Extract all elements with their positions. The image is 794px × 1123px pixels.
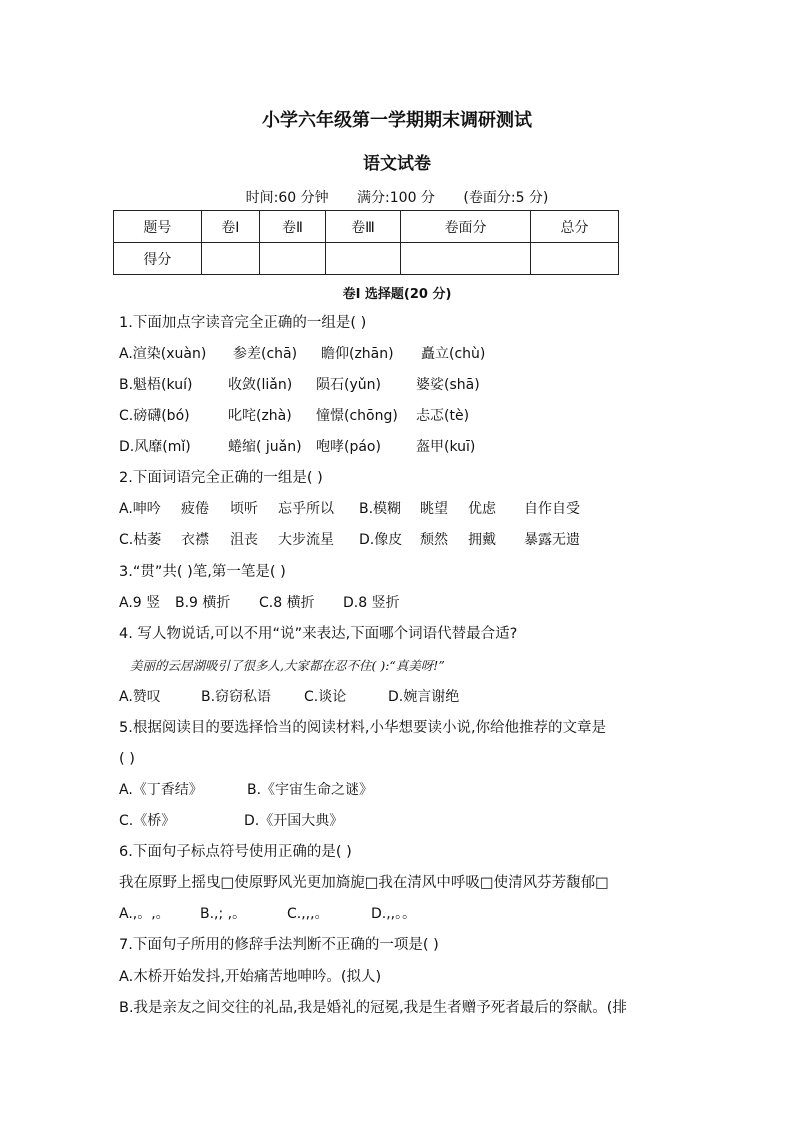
question-5-stem-continued: ( ) [119, 751, 135, 767]
score-table-cell: 卷Ⅰ [201, 211, 259, 243]
option-text: 沮丧 [230, 532, 258, 548]
section-heading: 卷Ⅰ 选择题(20 分) [342, 287, 452, 302]
question-6-stem: 6.下面句子标点符号使用正确的是( ) [119, 844, 352, 860]
option-text: A.,。,。 [119, 906, 170, 922]
option-text: C.谈论 [304, 689, 347, 705]
score-blank-cell[interactable] [531, 243, 619, 275]
question-7-option-a: A.木桥开始发抖,开始痛苦地呻吟。(拟人) [119, 969, 382, 985]
option-text: C.枯萎 [119, 532, 162, 548]
question-5-row-2 [119, 811, 343, 831]
option-text: 眺望 [420, 501, 448, 517]
option-text: C.《桥》 [119, 813, 176, 829]
question-4-stem: 4. 写人物说话,可以不用“说”来表达,下面哪个词语代替最合适? [119, 626, 518, 642]
option-text: B.《宇宙生命之谜》 [247, 782, 374, 798]
page-title: 小学六年级第一学期期末调研测试 [262, 110, 532, 131]
question-2-stem: 2.下面词语完全正确的一组是( ) [119, 470, 323, 486]
option-text: 陨石(yǔn) [316, 377, 381, 393]
option-text: B.,; ,。 [200, 906, 247, 922]
question-1-option-b [119, 375, 480, 395]
question-5-stem: 5.根据阅读目的要选择恰当的阅读材料,小华想要读小说,你给他推荐的文章是 [119, 720, 607, 736]
option-text: 衣襟 [181, 532, 209, 548]
option-text: 蜷缩( juǎn) [228, 439, 302, 455]
option-text: 忐忑(tè) [416, 408, 470, 424]
exam-full-score: 满分:100 分 [357, 190, 435, 206]
score-table-cell: 卷Ⅱ [259, 211, 325, 243]
score-blank-cell[interactable] [201, 243, 259, 275]
option-text: D.像皮 [359, 532, 403, 548]
score-table-cell: 总分 [531, 211, 619, 243]
option-text: 颓然 [420, 532, 448, 548]
score-blank-cell[interactable] [326, 243, 401, 275]
question-1-stem: 1.下面加点字读音完全正确的一组是( ) [119, 315, 367, 331]
question-4-options [119, 687, 459, 707]
option-text: 大步流星 [278, 532, 334, 548]
option-text: 参差(chā) [233, 346, 298, 362]
option-text: B.窃窃私语 [201, 689, 272, 705]
option-text: A.赞叹 [119, 689, 161, 705]
score-table-cell: 得分 [114, 243, 202, 275]
score-table-cell: 题号 [114, 211, 202, 243]
option-text: 忘乎所以 [278, 501, 334, 517]
exam-neatness-score: (卷面分:5 分) [463, 190, 549, 206]
option-text: 矗立(chù) [421, 346, 486, 362]
question-2-row-1 [119, 499, 580, 519]
option-text: A.《丁香结》 [119, 782, 203, 798]
option-text: D.风靡(mǐ) [119, 439, 191, 455]
option-text: C.磅礴(bó) [119, 408, 190, 424]
question-1-option-c [119, 406, 469, 426]
option-text: A.9 竖 [119, 595, 161, 611]
option-text: 咆哮(páo) [316, 439, 381, 455]
exam-meta [0, 187, 794, 207]
option-text: 优虑 [468, 501, 496, 517]
question-4-sentence: 美丽的云居湖吸引了很多人,大家都在忍不住( ):“真美呀!” [130, 658, 445, 673]
page-subtitle: 语文试卷 [363, 154, 431, 174]
question-6-sentence: 我在原野上摇曳□使原野风光更加旖旎□我在清风中呼吸□使清风芬芳馥郁□ [119, 875, 609, 891]
option-text: 盔甲(kuī) [416, 439, 476, 455]
question-7-stem: 7.下面句子所用的修辞手法判断不正确的一项是( ) [119, 937, 439, 953]
score-table [113, 210, 619, 275]
question-6-options [119, 904, 416, 924]
score-table-cell: 卷Ⅲ [326, 211, 401, 243]
option-text: B.模糊 [359, 501, 402, 517]
option-text: C.8 横折 [259, 595, 315, 611]
question-3-stem: 3.“贯”共( )笔,第一笔是( ) [119, 564, 286, 580]
option-text: B.魁梧(kuí) [119, 377, 193, 393]
option-text: 自作自受 [524, 501, 580, 517]
option-text: 收敛(liǎn) [228, 377, 293, 393]
question-2-row-2 [119, 530, 580, 550]
option-text: D.8 竖折 [343, 595, 400, 611]
option-text: A.渲染(xuàn) [119, 346, 207, 362]
question-7-option-b: B.我是亲友之间交往的礼品,我是婚礼的冠冕,我是生者赠予死者最后的祭献。(排 [119, 1000, 627, 1016]
option-text: 叱咤(zhà) [228, 408, 292, 424]
score-blank-cell[interactable] [259, 243, 325, 275]
option-text: C.,,,。 [287, 906, 329, 922]
option-text: A.呻吟 [119, 501, 161, 517]
question-3-options [119, 593, 400, 613]
option-text: D.,,。。 [371, 906, 417, 922]
option-text: D.《开国大典》 [244, 813, 344, 829]
option-text: B.9 横折 [175, 595, 231, 611]
option-text: 疲倦 [181, 501, 209, 517]
question-1-option-a [119, 344, 485, 364]
score-blank-cell[interactable] [400, 243, 530, 275]
option-text: 暴露无遗 [524, 532, 580, 548]
question-5-row-1 [119, 780, 373, 800]
score-table-header-row [114, 211, 619, 243]
question-1-option-d [119, 437, 475, 457]
score-table-cell: 卷面分 [400, 211, 530, 243]
option-text: 瞻仰(zhān) [321, 346, 394, 362]
option-text: 憧憬(chōng) [316, 408, 398, 424]
option-text: 拥戴 [468, 532, 496, 548]
score-table-score-row [114, 243, 619, 275]
option-text: 婆娑(shā) [416, 377, 480, 393]
option-text: D.婉言谢绝 [388, 689, 460, 705]
exam-time: 时间:60 分钟 [245, 190, 329, 206]
option-text: 顷听 [230, 501, 258, 517]
